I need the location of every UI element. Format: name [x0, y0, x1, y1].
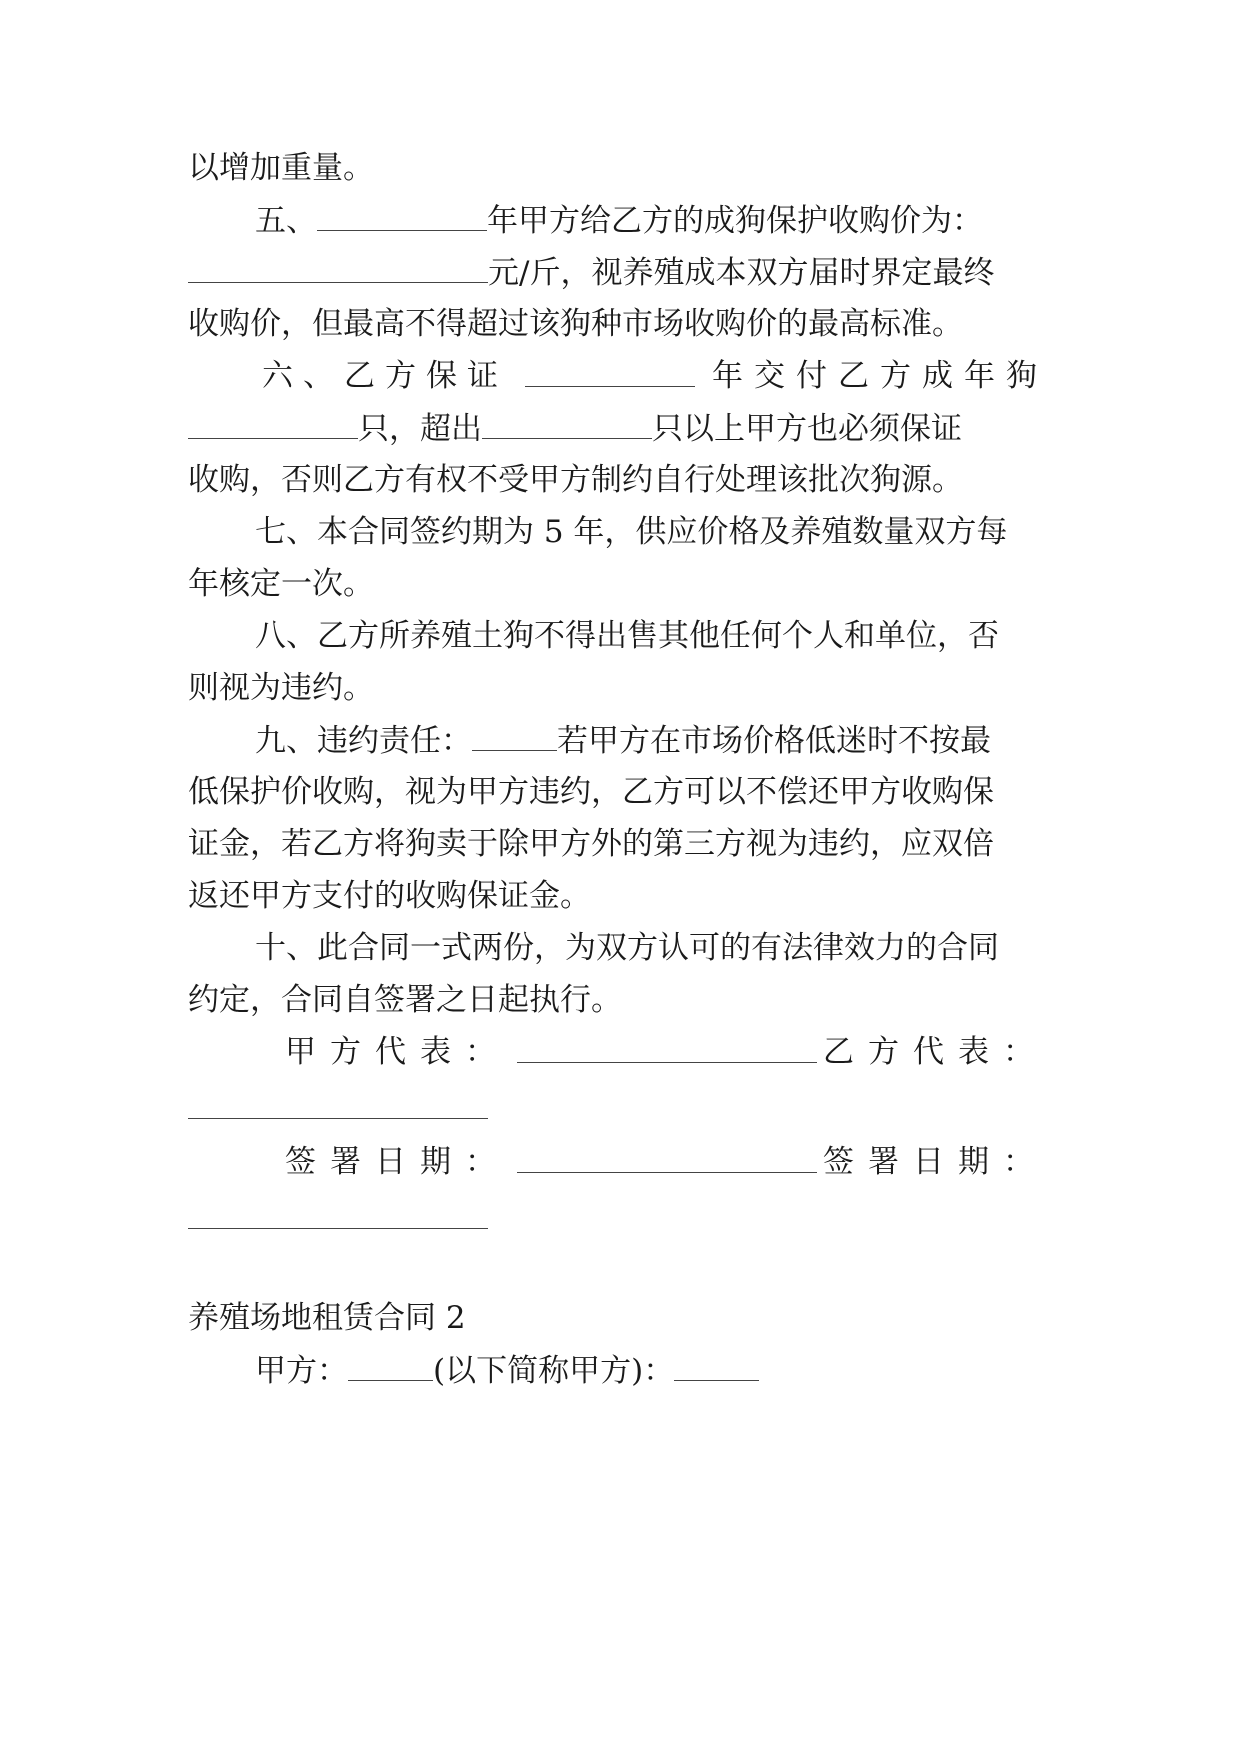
clause-10-line-1: 十、此合同一式两份，为双方认可的有法律效力的合同	[255, 930, 999, 966]
fill-blank[interactable]	[188, 408, 358, 439]
clause-5-line-3: 收购价，但最高不得超过该狗种市场收购价的最高标准。	[188, 306, 963, 342]
fill-blank[interactable]	[317, 200, 487, 231]
fill-blank[interactable]	[482, 408, 652, 439]
clause-7-line-1: 七、本合同签约期为 5 年，供应价格及养殖数量双方每	[255, 514, 1008, 550]
fill-blank[interactable]	[674, 1350, 759, 1381]
clause-6-line-3: 收购，否则乙方有权不受甲方制约自行处理该批次狗源。	[188, 462, 963, 498]
party-a-rep-label: 甲方代表：	[285, 1034, 510, 1070]
fill-blank[interactable]	[525, 356, 695, 387]
clause-8-line-2: 则视为违约。	[188, 670, 374, 706]
fill-blank[interactable]	[348, 1350, 433, 1381]
clause-6-line-1: 六、乙方保证 年交付乙方成年狗	[262, 358, 1048, 394]
signature-date-line	[285, 1142, 1048, 1182]
date-b-blank[interactable]	[188, 1228, 488, 1229]
clause-5-line-2: 元/斤，视养殖成本双方届时界定最终	[188, 252, 1048, 293]
date-a-blank[interactable]	[517, 1142, 817, 1173]
fill-blank[interactable]	[188, 252, 488, 283]
clause-8-line-1: 八、乙方所养殖土狗不得出售其他任何个人和单位，否	[255, 618, 999, 654]
signature-rep-line	[285, 1032, 1048, 1072]
next-party-line: 甲方： (以下简称甲方)：	[255, 1350, 1048, 1391]
clause-9-line-2: 低保护价收购，视为甲方违约，乙方可以不偿还甲方收购保	[188, 774, 994, 810]
party-b-rep-blank[interactable]	[188, 1118, 488, 1119]
clause-9-line-1: 九、违约责任： 若甲方在市场价格低迷时不按最	[255, 720, 1048, 761]
clause-9-line-3: 证金，若乙方将狗卖于除甲方外的第三方视为违约，应双倍	[188, 826, 994, 862]
date-a-label: 签署日期：	[285, 1144, 510, 1180]
fill-blank[interactable]	[472, 720, 557, 751]
date-b-label: 签署日期：	[823, 1144, 1048, 1180]
clause-7-line-2: 年核定一次。	[188, 566, 374, 602]
party-b-rep-label: 乙方代表：	[823, 1034, 1048, 1070]
clause-5-line-1: 五、 年甲方给乙方的成狗保护收购价为：	[255, 200, 1048, 241]
party-a-rep-blank[interactable]	[517, 1032, 817, 1063]
clause-9-line-4: 返还甲方支付的收购保证金。	[188, 878, 591, 914]
clause-6-line-2: 只，超出 只以上甲方也必须保证	[188, 408, 1048, 449]
paragraph-line: 以增加重量。	[188, 150, 374, 186]
next-contract-title: 养殖场地租赁合同 2	[188, 1300, 466, 1336]
clause-10-line-2: 约定，合同自签署之日起执行。	[188, 982, 622, 1018]
